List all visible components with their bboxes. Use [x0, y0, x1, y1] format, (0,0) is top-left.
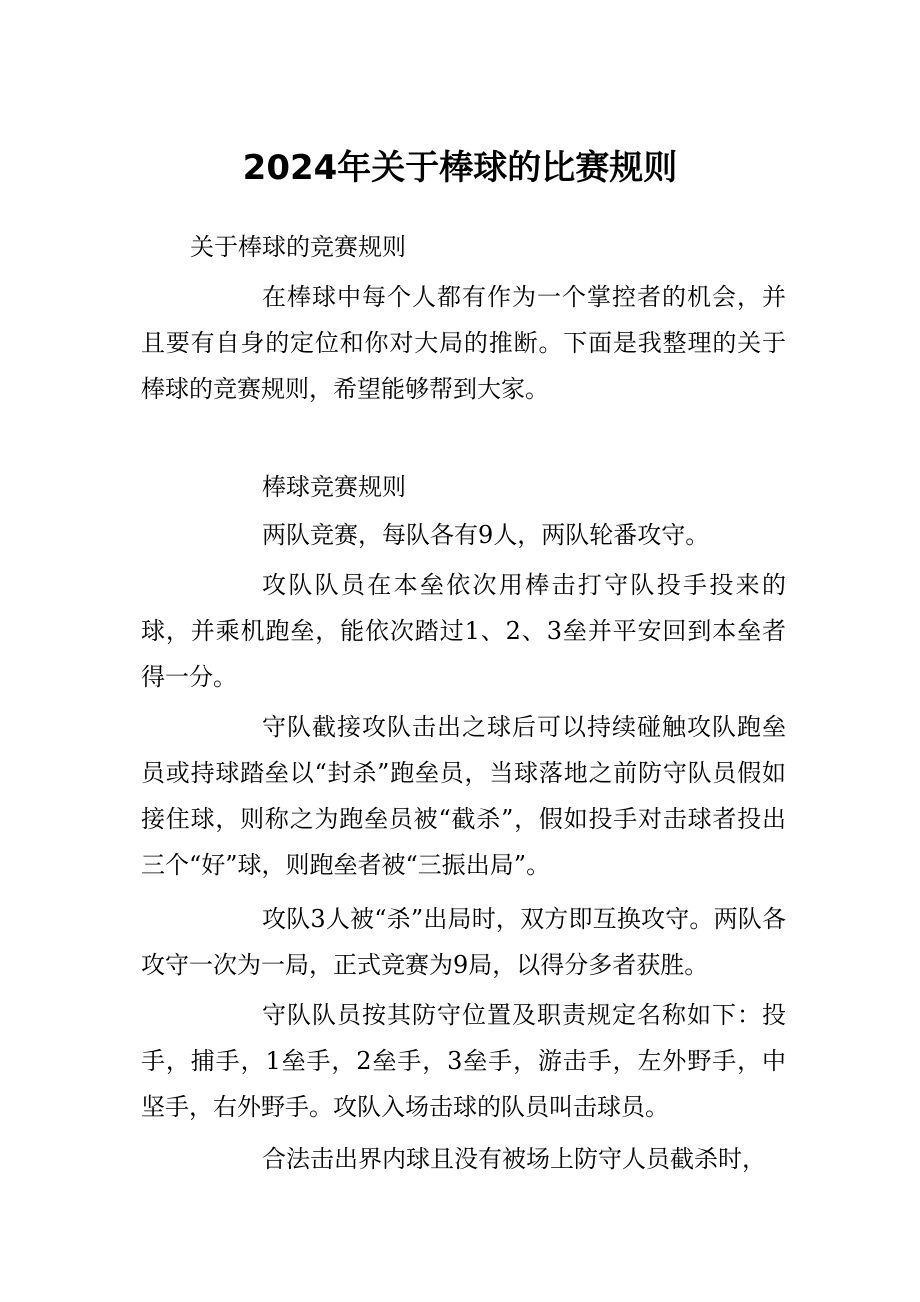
section-heading: 棒球竞赛规则: [262, 473, 406, 501]
paragraph-rule-3: 守队截接攻队击出之球后可以持续碰触攻队跑垒员或持球踏垒以“封杀”跑垒员，当球落地之前防守队员假如接住球，则称之为跑垒员被“截杀”，假如投手对击球者投出三个“好”球，则跑垒者被“三振出局”。: [141, 713, 786, 879]
paragraph-intro: 在棒球中每个人都有作为一个掌控者的机会，并且要有自身的定位和你对大局的推断。下面是我整理的关于棒球的竞赛规则，希望能够帮到大家。: [141, 283, 786, 403]
paragraph-rule-2: 攻队队员在本垒依次用棒击打守队投手投来的球，并乘机跑垒，能依次踏过1、2、3垒并平安回到本垒者得一分。: [141, 571, 786, 691]
paragraph-rule-1: 两队竞赛，每队各有9人，两队轮番攻守。: [262, 521, 710, 549]
paragraph-rule-4: 攻队3人被“杀”出局时，双方即互换攻守。两队各攻守一次为一局，正式竞赛为9局，以得分多者获胜。: [141, 905, 786, 979]
paragraph-rule-5: 守队队员按其防守位置及职责规定名称如下：投手，捕手，1垒手，2垒手，3垒手，游击手，左外野手，中坚手，右外野手。攻队入场击球的队员叫击球员。: [141, 1001, 786, 1121]
document-title: 2024年关于棒球的比赛规则: [242, 148, 678, 188]
paragraph-rule-6: 合法击出界内球且没有被场上防守人员截杀时，: [262, 1145, 766, 1173]
subtitle: 关于棒球的竞赛规则: [190, 233, 406, 261]
